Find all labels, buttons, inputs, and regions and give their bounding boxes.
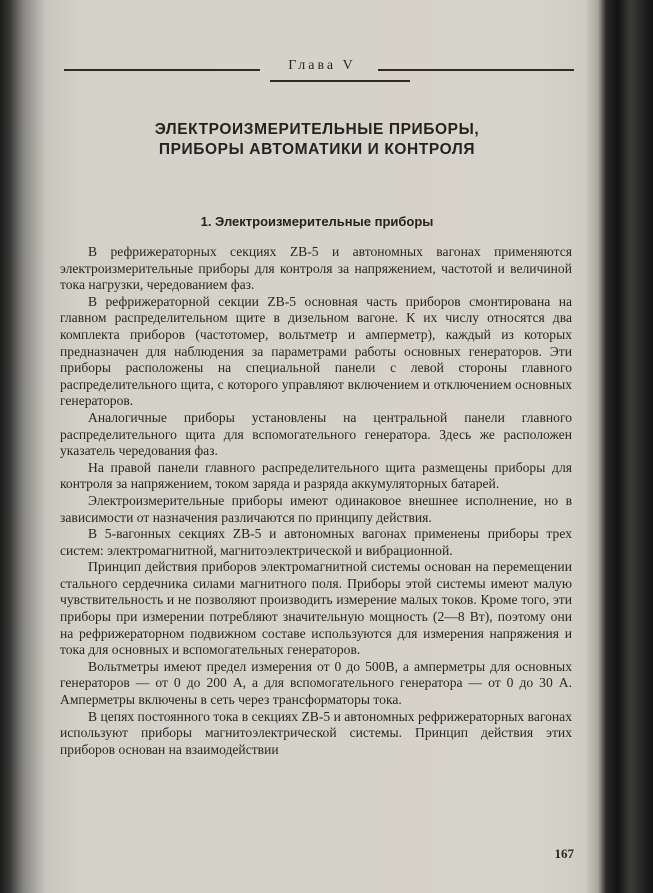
page-number: 167	[554, 846, 574, 861]
paragraph: Принцип действия приборов электромагнитной системы основан на перемещении стального сердечника силами магнитного поля. Приборы этой системы имеют малую чувствительность и не позволяют производить измерение малых токов. Кроме того, эти приборы при измерении потребляют значительную мощность (2—8 Вт), поэтому они на рефрижераторном подвижном составе используются для измерения напряжения и тока для основных и вспомогательных генераторов.	[60, 559, 572, 658]
header-rule-left	[64, 69, 260, 71]
header-underline	[270, 80, 410, 82]
paragraph: В рефрижераторных секциях ZB-5 и автономных вагонах применяются электроизмерительные приборы для контроля за напряжением, частотой и величиной тока нагрузки, чередованием фаз.	[60, 244, 572, 293]
main-title-line: ЭЛЕКТРОИЗМЕРИТЕЛЬНЫЕ ПРИБОРЫ,	[154, 121, 480, 138]
section-title: 1. Электроизмерительные приборы	[200, 214, 434, 229]
paragraph: На правой панели главного распределительного щита размещены приборы для контроля за напряжением, током заряда и разряда аккумуляторных батарей.	[60, 459, 572, 492]
main-title	[60, 120, 574, 160]
book-page	[60, 0, 574, 893]
paragraph: В 5-вагонных секциях ZB-5 и автономных вагонах применены приборы трех систем: электромагнитной, магнитоэлектрической и вибрационной.	[60, 526, 572, 558]
paragraph: Аналогичные приборы установлены на центральной панели главного распределительного щита для вспомогательного генератора. Здесь же расположен указатель чередования фаз.	[60, 409, 572, 459]
header-rule-right	[378, 69, 574, 71]
main-title-line: ПРИБОРЫ АВТОМАТИКИ И КОНТРОЛЯ	[158, 141, 476, 158]
chapter-title: Глава V	[288, 58, 356, 73]
paragraph: Электроизмерительные приборы имеют одинаковое внешнее исполнение, но в зависимости от назначения различаются по принципу действия.	[60, 492, 572, 525]
chapter-header	[60, 58, 574, 82]
paragraph: В рефрижераторной секции ZB-5 основная часть приборов смонтирована на главном распределительном щите в дизельном вагоне. К их числу относятся два комплекта приборов (частотомер, вольтметр и амперметр), каждый из которых предназначен для наблюдения за параметрами работы основных генераторов. Эти приборы расположены на специальной панели с левой стороны главного распределительного щита, с которого управляют включением и отключением основных генераторов.	[60, 293, 572, 409]
body-text	[60, 244, 572, 758]
paragraph: В цепях постоянного тока в секциях ZB-5 и автономных рефрижераторных вагонах используют приборы магнитоэлектрической системы. Принцип действия этих приборов основан на взаимодействии	[60, 708, 572, 757]
paragraph: Вольтметры имеют предел измерения от 0 до 500В, а амперметры для основных генераторов — от 0 до 200 А, а для вспомогательного генератора — от 0 до 30 А. Амперметры включены в сеть через трансформаторы тока.	[60, 658, 572, 708]
